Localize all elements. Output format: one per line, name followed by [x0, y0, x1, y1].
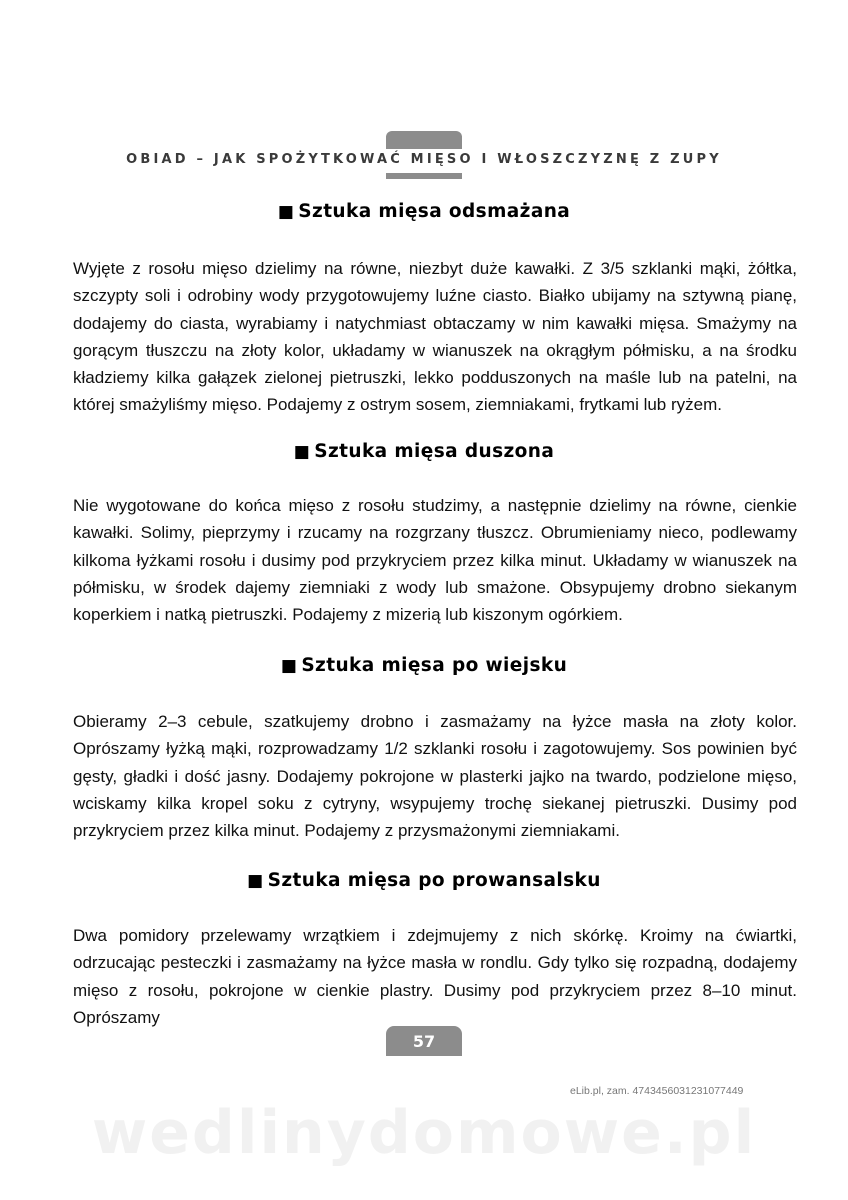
square-bullet-icon: ■	[277, 202, 295, 222]
square-bullet-icon: ■	[247, 871, 264, 891]
header-tab-decoration	[386, 131, 462, 149]
elib-order-note: eLib.pl, zam. 4743456031231077449	[570, 1085, 744, 1097]
square-bullet-icon: ■	[293, 442, 311, 462]
section-heading	[0, 655, 848, 676]
running-header: OBIAD – JAK SPOŻYTKOWAĆ MIĘSO I WŁOSZCZYZNĘ Z ZUPY	[126, 152, 722, 167]
square-bullet-icon: ■	[280, 656, 298, 676]
section-heading	[0, 441, 848, 462]
section-paragraph: Obieramy 2–3 cebule, szatkujemy drobno i zasmażamy na łyżce masła na złoty kolor. Oprószamy łyżką mąki, rozprowadzamy 1/2 szklanki rosołu i zagotowujemy. Sos powinien być gęsty, gładki i dość jasny. Dodajemy pokrojone w plasterki jajko na twardo, podzielone mięso, wciskamy kilka kropel soku z cytryny, wsypujemy trochę siekanej pietruszki. Dusimy pod przykryciem przez kilka minut. Podajemy z przysmażonymi ziemniakami.	[73, 712, 797, 841]
watermark: wedlinydomowe.pl	[91, 1098, 757, 1168]
section-heading	[0, 201, 848, 222]
section-title: Sztuka mięsa po prowansalsku	[267, 870, 601, 891]
section-title: Sztuka mięsa po wiejsku	[301, 655, 568, 676]
section-title: Sztuka mięsa odsmażana	[298, 201, 571, 222]
section-heading	[0, 870, 848, 891]
header-tab-underline	[386, 173, 462, 179]
page-number: 57	[386, 1026, 462, 1056]
section-paragraph: Dwa pomidory przelewamy wrzątkiem i zdejmujemy z nich skórkę. Kroimy na ćwiartki, odrzucając pesteczki i zasmażamy na łyżce masła w rondlu. Gdy tylko się rozpadną, dodajemy mięso z rosołu, pokrojone w cienkie plastry. Dusimy pod przykryciem przez 8–10 minut. Oprószamy	[73, 926, 797, 1027]
section-title: Sztuka mięsa duszona	[314, 441, 555, 462]
section-paragraph: Nie wygotowane do końca mięso z rosołu studzimy, a następnie dzielimy na równe, cienkie kawałki. Solimy, pieprzymy i rzucamy na rozgrzany tłuszcz. Obrumieniamy nieco, podlewamy kilkoma łyżkami rosołu i dusimy pod przykryciem przez kilka minut. Układamy w wianuszek na półmisku, w środek dajemy ziemniaki z wody lub smażone. Obsypujemy drobno siekanym koperkiem i natką pietruszki. Podajemy z mizerią lub kiszonym ogórkiem.	[73, 496, 797, 625]
section-paragraph: Wyjęte z rosołu mięso dzielimy na równe, niezbyt duże kawałki. Z 3/5 szklanki mąki, żółtka, szczypty soli i odrobiny wody przygotowujemy luźne ciasto. Białko ubijamy na sztywną pianę, dodajemy do ciasta, wyrabiamy i natychmiast obtaczamy w nim kawałki mięsa. Smażymy na gorącym tłuszczu na złoty kolor, układamy w wianuszek na okrągłym półmisku, a na środku kładziemy kilka gałązek zielonej pietruszki, lekko podduszonych na maśle lub na patelni, na której smażyliśmy mięso. Podajemy z ostrym sosem, ziemniakami, frytkami lub ryżem.	[73, 259, 797, 415]
